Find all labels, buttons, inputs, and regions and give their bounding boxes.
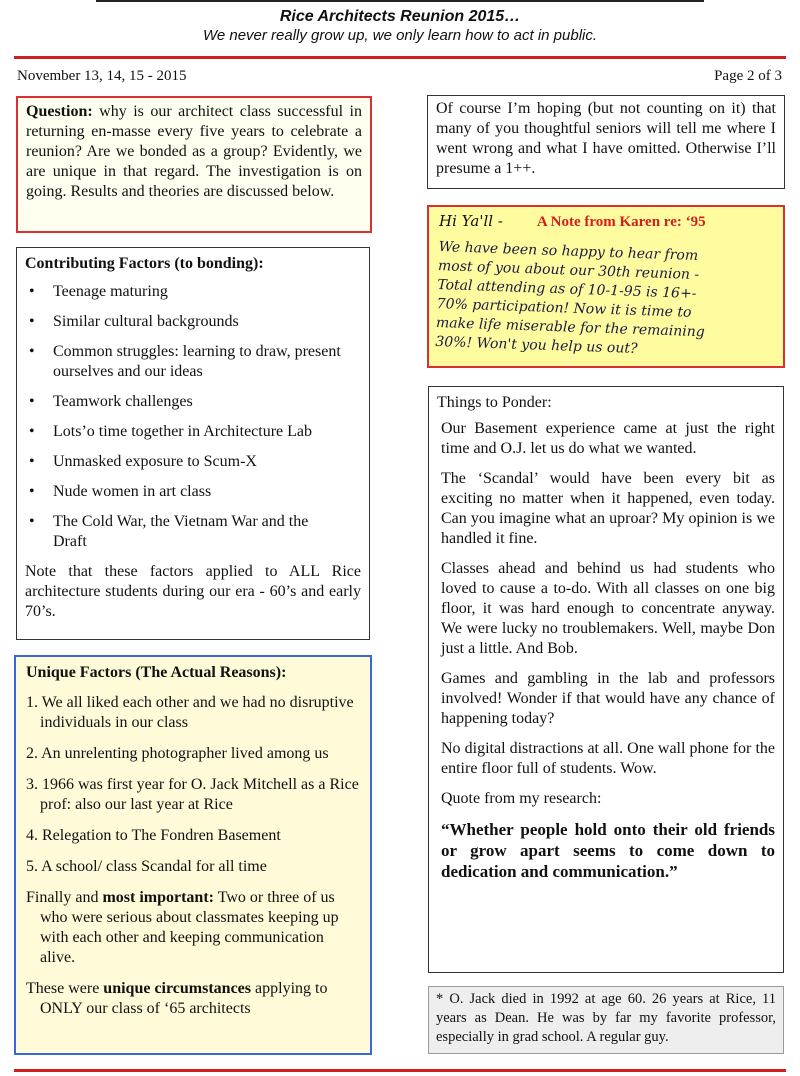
- question-box: [16, 96, 372, 233]
- contributing-list: [25, 282, 361, 552]
- question-label: Question:: [26, 103, 93, 120]
- newsletter-subtitle: We never really grow up, we only learn how to act in public.: [202, 27, 598, 44]
- list-item: 2. An unrelenting photographer lived among us: [26, 745, 329, 762]
- date-line: November 13, 14, 15 - 2015: [17, 68, 187, 84]
- list-item: • The Cold War, the Vietnam War and the Draft: [25, 512, 361, 552]
- list-item: 4. Relegation to The Fondren Basement: [26, 827, 281, 844]
- hoping-text: Of course I’m hoping (but not counting on it) that many of you thoughtful seniors will tell me where I went wrong and what I have omitted. Otherwise I’ll presume a 1++.: [436, 100, 776, 177]
- header-red-rule: [14, 56, 786, 59]
- handwritten-line: 30%! Won't you help us out?: [435, 333, 638, 357]
- circumstances-paragraph: These were unique circumstances applying to ONLY our class of ‘65 architects: [26, 980, 328, 1017]
- karen-greeting: Hi Ya'll -: [439, 212, 503, 230]
- karen-note-header: [439, 211, 773, 232]
- list-item: • Nude women in art class: [25, 482, 361, 502]
- contributing-note: Note that these factors applied to ALL Rice architecture students during our era - 60’s and early 70’s.: [25, 563, 361, 620]
- karen-note-box: [427, 205, 785, 368]
- page-number: Page 2 of 3: [714, 68, 782, 84]
- list-item: • Common struggles: learning to draw, present ourselves and our ideas: [25, 342, 361, 382]
- finally-paragraph: Finally and most important: Two or three of us who were serious about classmates keeping up with each other and keeping communication alive.: [26, 889, 339, 966]
- handwritten-line: 70% participation! Now it is time to: [436, 295, 692, 321]
- question-text: why is our architect class successful in returning en-masse every five years to celebrate a reunion? Are we bonded as a group? Evidently, we are unique in that regard. The investigation is on going. Results and theories are discussed below.: [26, 103, 362, 200]
- handwritten-line: Total attending as of 10-1-95 is 16+-: [437, 276, 697, 303]
- list-item: • Similar cultural backgrounds: [25, 312, 361, 332]
- list-item: 3. 1966 was first year for O. Jack Mitchell as a Rice prof: also our last year at Rice: [26, 776, 359, 813]
- newsletter-title: Rice Architects Reunion 2015…: [279, 8, 521, 25]
- ponder-paragraph: Games and gambling in the lab and professors involved! Wonder if that would have any chance of happening today?: [441, 670, 775, 727]
- ponder-paragraph: No digital distractions at all. One wall phone for the entire floor full of students. Wow.: [441, 740, 775, 777]
- contributing-factors-box: [16, 247, 370, 640]
- things-to-ponder-box: [428, 386, 784, 973]
- ponder-paragraph: Our Basement experience came at just the right time and O.J. let us do what we wanted.: [441, 420, 775, 457]
- list-item: 5. A school/ class Scandal for all time: [26, 858, 267, 875]
- footer-red-rule: [14, 1069, 786, 1072]
- footnote-box: [428, 986, 784, 1054]
- unique-factors-box: [14, 655, 372, 1055]
- list-item: 1. We all liked each other and we had no disruptive individuals in our class: [26, 694, 354, 731]
- handwritten-line: We have been so happy to hear from: [438, 238, 699, 265]
- ponder-heading: Things to Ponder:: [437, 394, 552, 411]
- list-item: • Unmasked exposure to Scum-X: [25, 452, 361, 472]
- ponder-paragraph: The ‘Scandal’ would have been every bit as exciting no matter when it happened, even today. Can you imagine what an uproar? My opinion is we handled it fine.: [441, 470, 775, 547]
- ponder-paragraph: Quote from my research:: [441, 790, 602, 807]
- handwritten-note: [435, 238, 773, 364]
- top-rule: [96, 0, 704, 2]
- contributing-heading: Contributing Factors (to bonding):: [25, 255, 264, 272]
- footnote-text: * O. Jack died in 1992 at age 60. 26 years at Rice, 11 years as Dean. He was by far my favorite professor, especially in grad school. A regular guy.: [436, 991, 776, 1045]
- list-item: • Teamwork challenges: [25, 392, 361, 412]
- unique-heading: Unique Factors (The Actual Reasons):: [26, 664, 287, 681]
- list-item: • Lots’o time together in Architecture Lab: [25, 422, 361, 442]
- list-item: • Teenage maturing: [25, 282, 361, 302]
- research-quote: “Whether people hold onto their old friends or grow apart seems to come down to dedication and communication.”: [441, 820, 775, 881]
- ponder-paragraph: Classes ahead and behind us had students who loved to cause a to-do. With all classes on one big floor, it was hard enough to concentrate anyway. We were lucky no troublemakers. Well, maybe Don just a little. And Bob.: [441, 560, 775, 657]
- handwritten-line: make life miserable for the remaining: [435, 314, 705, 341]
- handwritten-line: most of you about our 30th reunion -: [437, 257, 700, 284]
- karen-note-title: A Note from Karen re: ‘95: [536, 214, 706, 230]
- hoping-box: [427, 95, 785, 189]
